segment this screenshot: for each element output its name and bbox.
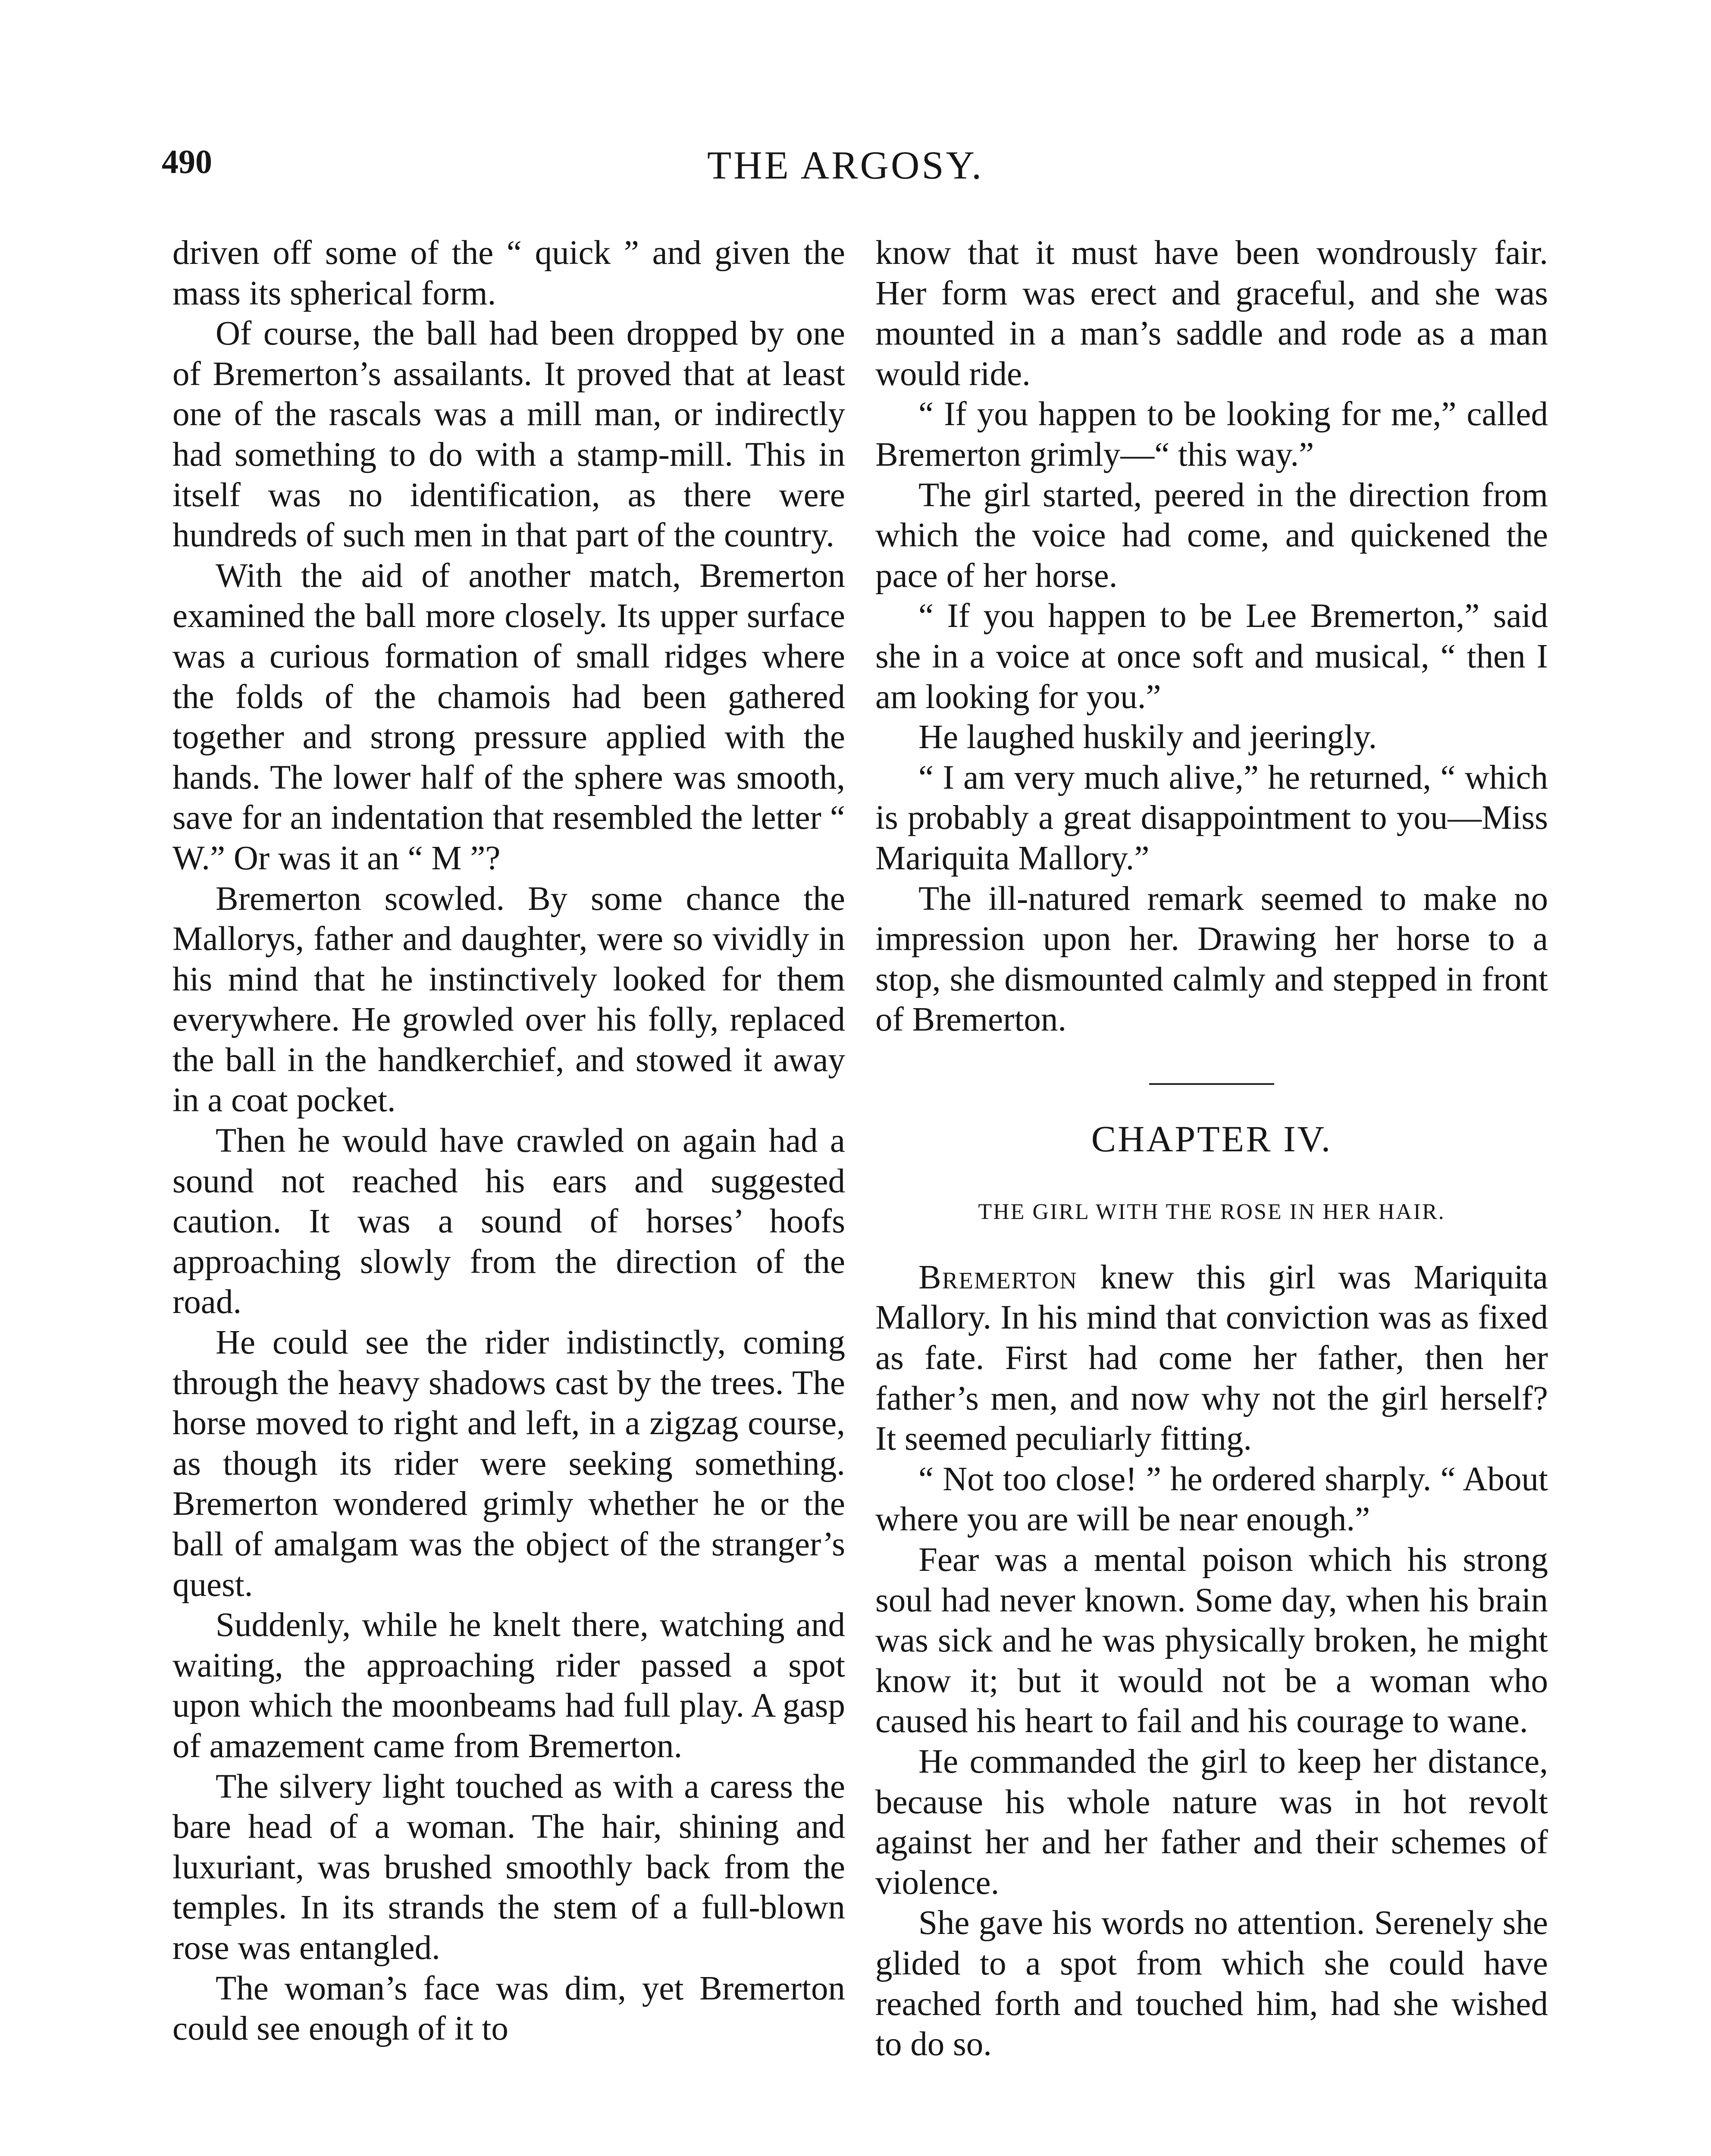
paragraph: With the aid of another match, Bremerton examined the ball more closely. Its upper surface was a curious formation of small ridges where the folds of the chamois had been gathered together and strong pressure applied with the hands. The lower half of the sphere was smooth, save for an indentation that resembled the letter “ W.” Or was it an “ M ”? [172,557,845,877]
running-title: THE ARGOSY. [707,143,984,187]
paragraph: Fear was a mental poison which his strong soul had never known. Some day, when his brain was sick and he was physically broken, he might know it; but it would not be a woman who caused his heart to fail and his courage to wane. [875,1541,1548,1740]
left-column [172,233,845,2049]
chapter-heading: CHAPTER IV. [1091,1118,1332,1159]
paragraph: “ If you happen to be Lee Bremerton,” said she in a voice at once soft and musical, “ then I am looking for you.” [875,597,1548,716]
paragraph: Bremerton scowled. By some chance the Mallorys, father and daughter, were so vividly in his mind that he instinctively looked for them everywhere. He growled over his folly, replaced the ball in the handkerchief, and stowed it away in a coat pocket. [172,880,845,1119]
paragraph: She gave his words no attention. Serenely she glided to a spot from which she could have reached forth and touched him, had she wished to do so. [875,1904,1548,2063]
paragraph: The silvery light touched as with a caress the bare head of a woman. The hair, shining and luxuriant, was brushed smoothly back from the temples. In its strands the stem of a full-blown rose was entangled. [172,1767,845,1967]
paragraph: Then he would have crawled on again had a sound not reached his ears and suggested caution. It was a sound of horses’ hoofs approaching slowly from the direction of the road. [172,1122,845,1321]
paragraph: He laughed huskily and jeeringly. [918,718,1377,756]
chapter-opening-paragraph [875,1257,1548,1459]
chapter-subtitle: THE GIRL WITH THE ROSE IN HER HAIR. [978,1199,1445,1224]
paragraph: The girl started, peered in the direction from which the voice had come, and quickened the pace of her horse. [875,476,1548,595]
paragraph: “ If you happen to be looking for me,” called Bremerton grimly—“ this way.” [875,395,1548,473]
paragraph: Suddenly, while he knelt there, watching and waiting, the approaching rider passed a spot upon which the moonbeams had full play. A gasp of amazement came from Bremerton. [172,1606,845,1765]
paragraph: driven off some of the “ quick ” and given the mass its spherical form. [172,234,845,312]
opening-text: knew this girl was Mariquita Mallory. In his mind that conviction was as fixed as fate. First had come her father, then her father’s men, and now why not the girl herself? It seemed peculiarly fitting. [875,1258,1548,1458]
paragraph: Of course, the ball had been dropped by one of Bremerton’s assailants. It proved that at least one of the rascals was a mill man, or indirectly had something to do with a stamp-mill. This in itself was no identification, as there were hundreds of such men in that part of the country. [172,315,845,555]
paragraph: The woman’s face was dim, yet Bremerton could see enough of it to [172,1969,845,2048]
paragraph: know that it must have been wondrously fair. Her form was erect and graceful, and she was mounted in a man’s saddle and rode as a man would ride. [875,234,1548,393]
paragraph: The ill-natured remark seemed to make no impression upon her. Drawing her horse to a stop, she dismounted calmly and stepped in front of Bremerton. [875,880,1548,1039]
paragraph: He commanded the girl to keep her distance, because his whole nature was in hot revolt against her and her father and their schemes of violence. [875,1743,1548,1902]
paragraph: “ Not too close! ” he ordered sharply. “ About where you are will be near enough.” [875,1460,1548,1539]
chapter-divider [1149,1083,1274,1085]
right-column [875,233,1548,2065]
paragraph: “ I am very much alive,” he returned, “ which is probably a great disappointment to you—Miss Mariquita Mallory.” [875,758,1548,877]
paragraph: He could see the rider indistinctly, coming through the heavy shadows cast by the trees. The horse moved to right and left, in a zigzag course, as though its rider were seeking something. Bremerton wondered grimly whether he or the ball of amalgam was the object of the stranger’s quest. [172,1324,845,1604]
opening-word: Bremerton [918,1258,1078,1296]
page-number: 490 [162,143,212,180]
